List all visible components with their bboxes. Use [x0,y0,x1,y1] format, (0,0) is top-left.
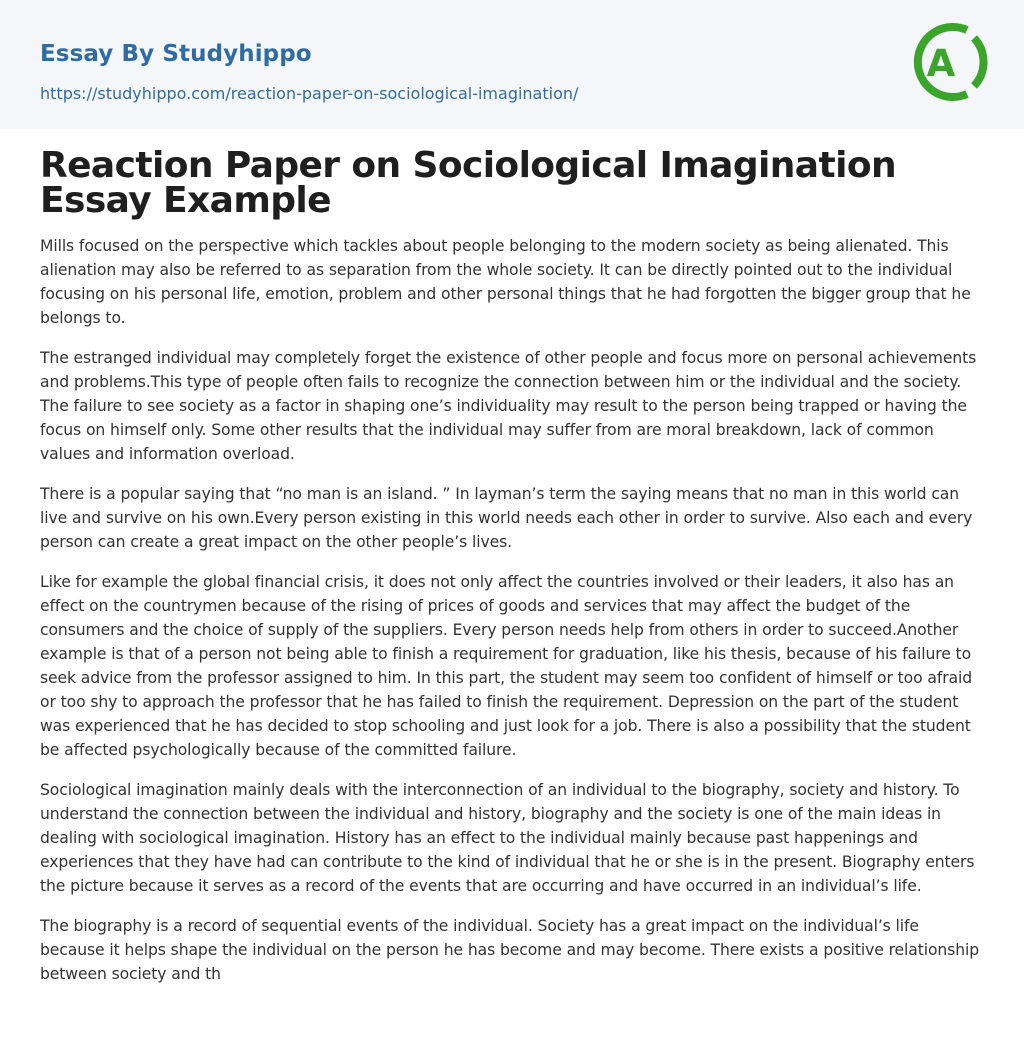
article-paragraph: There is a popular saying that “no man is an island. ” In layman’s term the saying means that no man in this world can live and survive on his own.Every person existing in this world needs each other in order to survive. Also each and every person can create a great impact on the other people’s lives. [40,485,973,551]
article-paragraph: Mills focused on the perspective which tackles about people belonging to the modern society as being alienated. This alienation may also be referred to as separation from the whole society. It can be directly pointed out to the individual focusing on his personal life, emotion, problem and other personal things that he had forgotten the bigger group that he belongs to. [40,237,971,327]
article-paragraph: Sociological imagination mainly deals with the interconnection of an individual to the biography, society and history. To understand the connection between the individual and history, biography and the society is one of the main ideas in dealing with sociological imagination. History has an effect to the individual mainly because past happenings and experiences that they have had can contribute to the kind of individual that he or she is in the present. Biography enters the picture because it serves as a record of the events that are occurring and have occurred in an individual’s life. [40,781,975,895]
logo-letter: A [926,42,956,85]
site-header [0,0,1024,129]
article-paragraph: The biography is a record of sequential events of the individual. Society has a great impact on the individual’s life because it helps shape the individual on the person he has become and may become. There exists a positive relationship between society and th [40,917,980,983]
article-paragraph: Like for example the global financial crisis, it does not only affect the countries involved or their leaders, it also has an effect on the countrymen because of the rising of prices of goods and services that may affect the budget of the consumers and the choice of supply of the suppliers. Every person needs help from others in order to succeed.Another example is that of a person not being able to finish a requirement for graduation, like his thesis, because of his failure to seek advice from the professor assigned to him. In this part, the student may seem too confident of himself or too afraid or too shy to approach the professor that he has failed to finish the requirement. Depression on the part of the student was experienced that he has decided to stop schooling and just look for a job. There is also a possibility that the student be affected psychologically because of the committed failure. [40,573,973,759]
article-paragraph: The estranged individual may completely forget the existence of other people and focus more on personal achievements and problems.This type of people often fails to recognize the connection between him or the individual and the society. The failure to see society as a factor in shaping one’s individuality may result to the person being trapped or having the focus on himself only. Some other results that the individual may suffer from are moral breakdown, lack of common values and information overload. [40,349,977,463]
article [40,145,988,1002]
article-title: Reaction Paper on Sociological Imagination Essay Example [40,145,896,221]
studyhippo-logo-icon[interactable] [912,18,988,106]
brand-title[interactable]: Essay By Studyhippo [40,41,312,67]
source-url-link[interactable]: https://studyhippo.com/reaction-paper-on-sociological-imagination/ [40,84,579,103]
